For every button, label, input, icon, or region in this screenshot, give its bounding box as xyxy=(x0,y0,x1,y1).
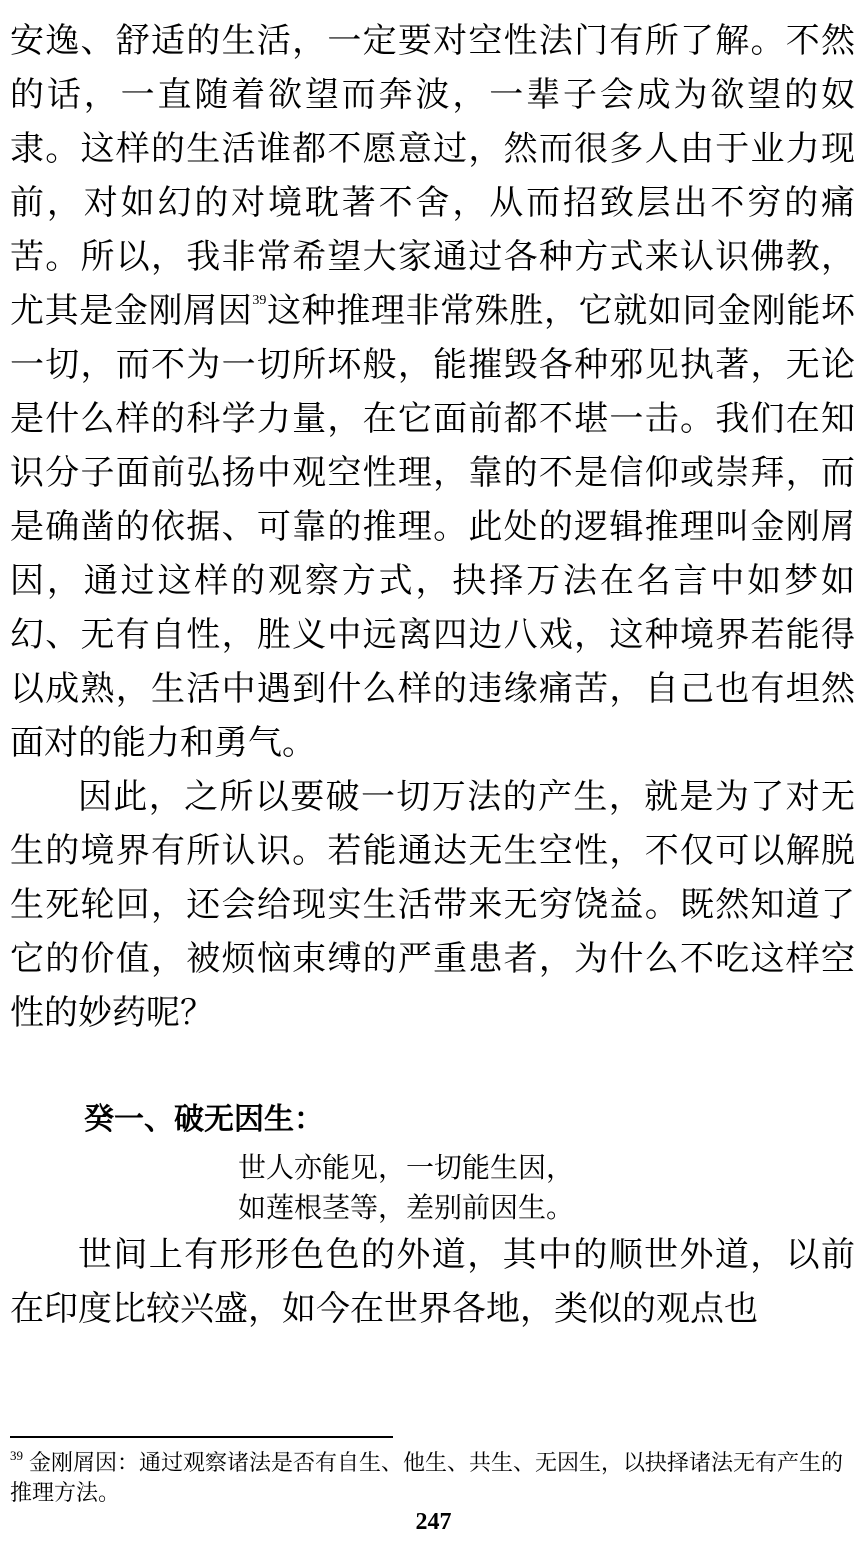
paragraph-1 xyxy=(10,14,855,770)
footnote-reference[interactable]: 39 xyxy=(252,293,267,308)
footnote-text: 金刚屑因：通过观察诸法是否有自生、他生、共生、无因生，以抉择诸法无有产生的推理方法。 xyxy=(10,1450,844,1505)
section-heading: 癸一、破无因生： xyxy=(84,1102,324,1137)
verse-line-1: 世人亦能见，一切能生因， xyxy=(238,1151,575,1184)
page-number: 247 xyxy=(415,1509,452,1535)
paragraph-1-part-a: 安逸、舒适的生活，一定要对空性法门有所了解。不然的话，一直随着欲望而奔波，一辈子会成为欲望的奴隶。这样的生活谁都不愿意过，然而很多人由于业力现前，对如幻的对境耽著不舍，从而招致层出不穷的痛苦。所以，我非常希望大家通过各种方式来认识佛教，尤其是金刚屑因 xyxy=(10,21,855,331)
paragraph-1-part-b: 这种推理非常殊胜，它就如同金刚能坏一切，而不为一切所坏般，能摧毁各种邪见执著，无论是什么样的科学力量，在它面前都不堪一击。我们在知识分子面前弘扬中观空性理，靠的不是信仰或崇拜，而是确凿的依据、可靠的推理。此处的逻辑推理叫金刚屑因，通过这样的观察方式，抉择万法在名言中如梦如幻、无有自性，胜义中远离四边八戏，这种境界若能得以成熟，生活中遇到什么样的违缘痛苦，自己也有坦然面对的能力和勇气。 xyxy=(10,291,855,763)
main-text xyxy=(10,14,855,1040)
footnote-divider xyxy=(10,1436,393,1438)
verse-line-2: 如莲根茎等，差别前因生。 xyxy=(238,1191,575,1224)
footnote-number: 39 xyxy=(10,1448,23,1463)
paragraph-3: 世间上有形形色色的外道，其中的顺世外道，以前在印度比较兴盛，如今在世界各地，类似的观点也 xyxy=(10,1235,855,1329)
footnote xyxy=(10,1448,855,1508)
section-text xyxy=(10,1228,855,1336)
paragraph-2: 因此，之所以要破一切万法的产生，就是为了对无生的境界有所认识。若能通达无生空性，不仅可以解脱生死轮回，还会给现实生活带来无穷饶益。既然知道了它的价值，被烦恼束缚的严重患者，为什么不吃这样空性的妙药呢？ xyxy=(10,777,855,1033)
